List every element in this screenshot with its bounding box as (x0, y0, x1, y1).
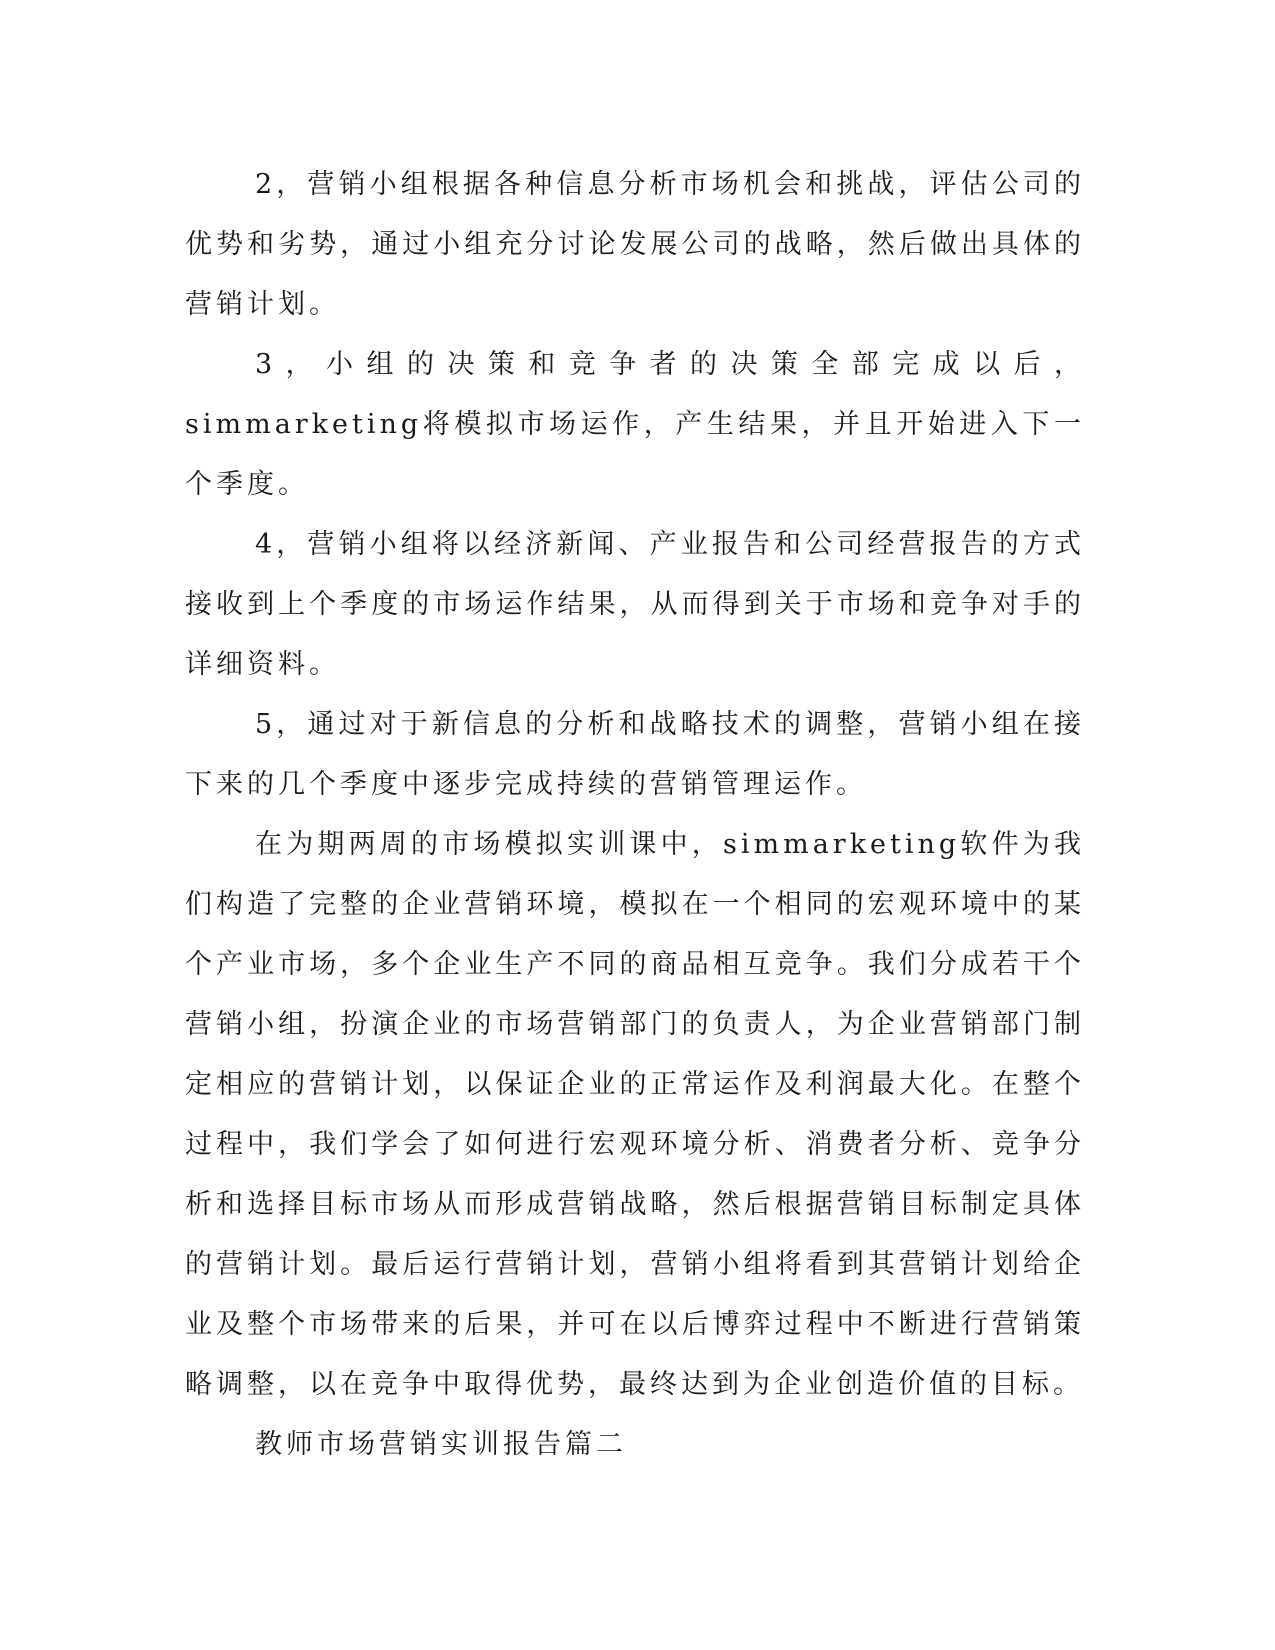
section-heading: 教师市场营销实训报告篇二 (255, 1429, 627, 1460)
document-body (185, 155, 1085, 1475)
paragraph-step-4: 4，营销小组将以经济新闻、产业报告和公司经营报告的方式接收到上个季度的市场运作结果，从而得到关于市场和竞争对手的详细资料。 (185, 529, 1085, 680)
paragraph-step-5: 5，通过对于新信息的分析和战略技术的调整，营销小组在接下来的几个季度中逐步完成持续的营销管理运作。 (185, 709, 1085, 800)
paragraph-step-2: 2，营销小组根据各种信息分析市场机会和挑战，评估公司的优势和劣势，通过小组充分讨论发展公司的战略，然后做出具体的营销计划。 (185, 169, 1085, 320)
paragraph-step-3: 3，小组的决策和竞争者的决策全部完成以后，simmarketing将模拟市场运作，产生结果，并且开始进入下一个季度。 (185, 349, 1085, 500)
paragraph-summary: 在为期两周的市场模拟实训课中，simmarketing软件为我们构造了完整的企业营销环境，模拟在一个相同的宏观环境中的某个产业市场，多个企业生产不同的商品相互竞争。我们分成若干个营销小组，扮演企业的市场营销部门的负责人，为企业营销部门制定相应的营销计划，以保证企业的正常运作及利润最大化。在整个过程中，我们学会了如何进行宏观环境分析、消费者分析、竞争分析和选择目标市场从而形成营销战略，然后根据营销目标制定具体的营销计划。最后运行营销计划，营销小组将看到其营销计划给企业及整个市场带来的后果，并可在以后博弈过程中不断进行营销策略调整，以在竞争中取得优势，最终达到为企业创造价值的目标。 (185, 829, 1085, 1400)
